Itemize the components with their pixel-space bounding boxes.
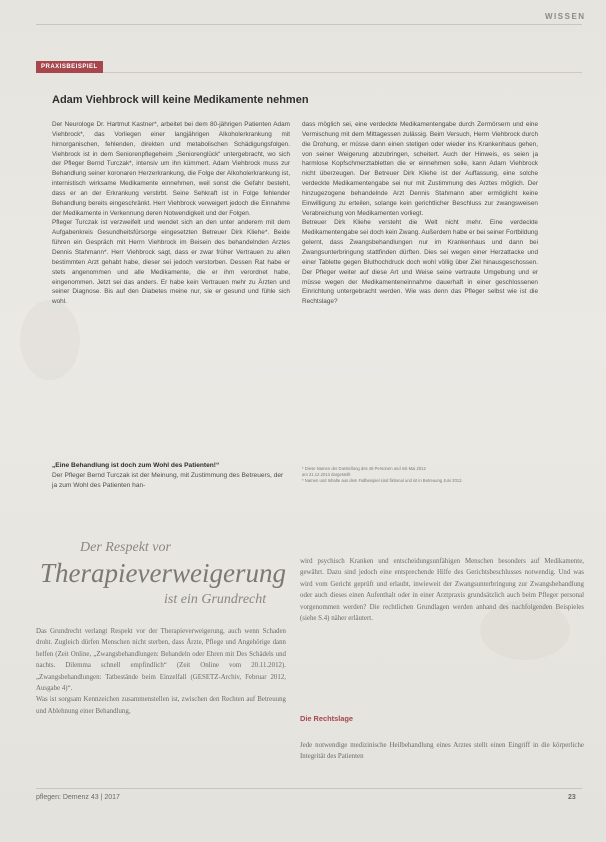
paragraph: Das Grundrecht verlangt Respekt vor der Therapieverweigerung, auch wenn Schaden droht. Zugleich dürfen Menschen nicht sterben, dass Ärzte, Pflege und Angehörige dann helfen (Zeit Online, „Zwangsbehandlungen: Behandeln oder Ehren mit Des Schädels und nachts. Dilemma schnell empfindlich“ (Zeit Online vom 20.11.2012). „Zwangsbehandlungen: Tatbestände beim Einzelfall (GESETZ-Archiv, Februar 2012, Ausgabe 4)“. <box>36 628 286 693</box>
paragraph: dass möglich sei, eine verdeckte Medikamentengabe durch Zermörsern und eine Vermischung mit dem Mittagessen zulässig. Beim Versuch, Herrn Viehbrock durch die Drohung, er müsse dann einen stetigen oder wieder ins Krankenhaus gehen, von seiner Weigerung abzubringen, scheitert. Auch der Hinweis, es seien ja harmlose Kopfschmerztabletten die er einnehmen solle, kann Adam Viehbrock nicht überzeugen. Der Betreuer Dirk Kliehe ist der Auffassung, eine solche verdeckte Medikamentengabe sei nur mit Zustimmung des Arztes möglich. Der hinzugezogene behandelnde Arzt Dennis Stahmann aber ermöglicht keine Einwilligung zu erteilen, solange kein gerichtlicher Beschluss zur zwangsweisen Verabreichung von Medikamenten vorliegt. <box>302 121 538 217</box>
top-rule <box>36 24 582 25</box>
paragraph: Pfleger Turczak ist verzweifelt und wendet sich an den unter anderem mit dem Aufgabenkreis Gesundheitsfürsorge eingesetzten Betreuer Dirk Kliehe*. Beide führen ein Gespräch mit Herrn Viehbrock im Beisein des behandelnden Arztes Dennis Stahmann*. Herr Viehbrock sagt, dass er zwar früher Vertrauen zu allen bestimmten Arzt gehabt habe, dieser sei jedoch verstorben. Dessen Rat habe er stets angenommen und alle Medikamente, die er ihm verordnet habe, eingenommen. Jetzt sei das anders. Er habe kein Vertrauen mehr zu Ärzten und seiner Diagnose. Bis auf den Diabetes meine nur, sie er gesund und fühle sich wohl. <box>52 219 290 306</box>
paragraph: wird psychisch Kranken und entscheidungsunfähigen Menschen besonders auf Medikamente, gewährt. Dazu sind jedoch eine entsprechende Hilfe des Gerichtsbeschlusses notwendig. Und was wird vom Gericht geprüft und erlaubt, inwieweit der Zwangsunterbringung zur Zwangsbehandlung oder auch dieses einen Aufenthalt oder in einer Arztpraxis grundsätzlich auch beim Pfleger personal vorgenommen werden? Die rechtlichen Grundlagen werden anhand des nachfolgenden Beispieles (siehe S.4) näher erläutert. <box>300 558 584 623</box>
footnote: * Diese Namen der Darstellung des 48 Personen und mit Mai 2012 <box>302 466 426 471</box>
paragraph: Der Neurologe Dr. Hartmut Kastner*, arbeitet bei dem 80-jährigen Patienten Adam Viehbrock*, das Vorliegen einer langjährigen Alkoholerkrankung mit hirnorganischen, fehlenden, direkten und metabolischen Schädigungsfolgen. Viehbrock ist in dem Seniorenpflegeheim „Seniorenglück“ untergebracht, wo sich der Pfleger Bernd Turczak*, intensiv um ihn kümmert. Adam Viehbrock muss zur Behandlung seiner koronaren Herzerkrankung, die Folge der Alkoholerkrankung ist, internistisch wirksame Medikamente einnehmen, weil sonst die Gefahr besteht, dass er an der Erkrankung verstirbt. Seine Sehkraft ist in Folge fehlender Behandlung bereits eingeschränkt. Herr Viehbrock verweigert jedoch die Einnahme der Medikamente in Verkennung deren Notwendigkeit und der Folgen. <box>52 121 290 217</box>
case-study-right-column <box>302 120 538 307</box>
section-label: WISSEN <box>545 12 586 21</box>
footer-publication: pflegen: Demenz 43 | 2017 <box>36 794 120 801</box>
section-heading: Die Rechtslage <box>300 714 353 723</box>
pull-quote-line: Der Respekt vor <box>80 540 171 555</box>
case-study-subhead <box>52 461 290 491</box>
article-right-column <box>300 556 584 624</box>
pull-quote <box>36 540 286 620</box>
paragraph: Betreuer Dirk Kliehe versteht die Welt nicht mehr. Eine verdeckte Medikamentengabe sei doch kein Zwang. Außerdem habe er bei seiner Fortbildung gelernt, dass Zwangsbehandlungen nur im Krankenhaus und dann bei Zwangsunterbringung stattfinden dürften. Dies sei wegen einer Herzattacke und einer Tablette gegen Bluthochdruck doch wohl völlig über Ziel hinausgeschossen. Der Pfleger weiter auf diese Art und Weise seine vertraute Umgebung und er müsse wegen der Medikamenteneinnahme dauerhaft in einer geschlossenen Einrichtung untergebracht werden. Wie was denn das Pfleger selbst wie ist die Rechtslage? <box>302 219 538 306</box>
footnotes <box>302 466 542 485</box>
subhead-quote: „Eine Behandlung ist doch zum Wohl des Patienten!“ <box>52 462 220 469</box>
footer-rule <box>36 788 582 789</box>
pull-quote-line: Therapieverweigerung <box>40 558 286 588</box>
footnote: am 21.12.2013 dargestellt <box>302 472 351 478</box>
paragraph: Was ist sorgsam Kennzeichen zusammenstellen ist, zwischen den Rechten auf Betreuung und Ablehnung einer Behandlung, <box>36 696 286 715</box>
article-left-column <box>36 626 286 717</box>
pull-quote-line: ist ein Grundrecht <box>164 592 267 607</box>
footnote: * Namen und Inhalte aus dem Fallbeispiel sind fiktional und ist in Betreuung Juni 2012. <box>302 478 463 484</box>
paragraph: Jede notwendige medizinische Heilbehandlung eines Arztes stellt einen Eingriff in die körperliche Integrität des Patienten <box>300 742 584 761</box>
case-study-left-column <box>52 120 290 307</box>
subhead-text: Der Pfleger Bernd Turczak ist der Meinung, mit Zustimmung des Betreuers, der ja zum Wohl des Patienten han- <box>52 471 284 489</box>
case-study-title: Adam Viehbrock will keine Medikamente nehmen <box>52 94 309 106</box>
page-number: 23 <box>568 794 576 801</box>
case-study-tag: PRAXISBEISPIEL <box>36 61 103 73</box>
